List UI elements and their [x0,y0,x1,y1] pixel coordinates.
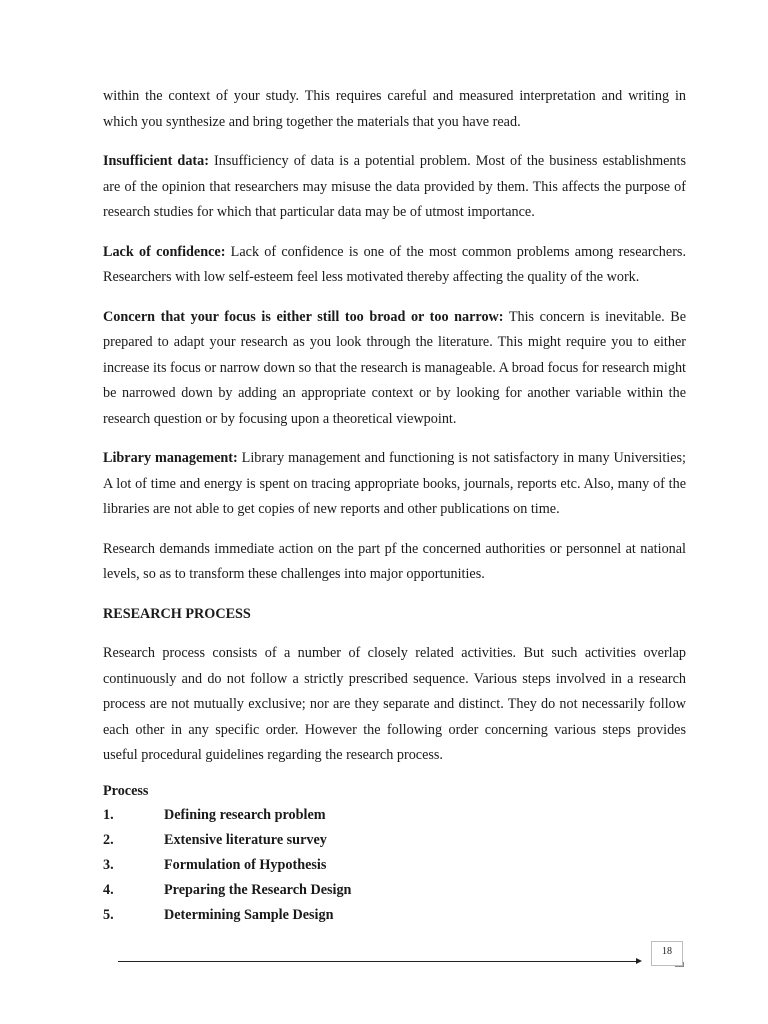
page-number: 18 [651,941,683,966]
process-steps-list [103,803,686,929]
footer-arrow-icon [636,958,642,964]
page-content [103,84,686,929]
list-item [103,878,686,903]
paragraph-text: Insufficiency of data is a potential problem. Most of the business establishments are of the opinion that researchers may misuse the data provided by them. This affects the purpose of research studies for which that particular data may be of utmost importance. [103,153,686,220]
step-number: 1. [103,806,114,823]
paragraph-lead: Insufficient data: [103,153,209,169]
step-label: Determining Sample Design [164,907,334,924]
paragraph-text: This concern is inevitable. Be prepared to adapt your research as you look through the literature. This might require you to either increase its focus or narrow down so that the research is manageable. A broad focus for research might be narrowed down by adding an appropriate context or by looking for another variable within the research question or by focusing upon a theoretical viewpoint. [103,308,686,427]
step-number: 4. [103,882,114,899]
paragraph-text: Library management and functioning is not satisfactory in many Universities; A lot of time and energy is spent on tracing appropriate books, journals, reports etc. Also, many of the libraries are not able to get copies of new reports and other publications on time. [103,450,686,517]
process-label: Process [103,782,149,799]
paragraph-text: Lack of confidence is one of the most common problems among researchers. Researchers with low self-esteem feel less motivated thereby affecting the quality of the work. [103,243,686,285]
footer-divider [118,961,638,962]
step-label: Preparing the Research Design [164,882,352,899]
paragraph-text: Research demands immediate action on the part pf the concerned authorities or personnel at national levels, so as to transform these challenges into major opportunities. [103,540,686,582]
list-item [103,903,686,928]
paragraph-lead: Library management: [103,450,238,466]
list-item [103,803,686,828]
step-number: 5. [103,907,114,924]
paragraph-lead: Concern that your focus is either still too broad or too narrow: [103,308,504,325]
paragraph-focus-concern [103,305,686,433]
paragraph-context [103,84,686,135]
step-label: Extensive literature survey [164,831,327,848]
step-number: 3. [103,856,114,873]
step-label: Defining research problem [164,806,326,823]
paragraph-research-demands [103,537,686,588]
paragraph-insufficient-data [103,149,686,226]
section-heading: RESEARCH PROCESS [103,605,251,622]
paragraph-lead: Lack of confidence: [103,243,226,260]
list-item [103,828,686,853]
paragraph-text: within the context of your study. This requires careful and measured interpretation and writing in which you synthesize and bring together the materials that you have read. [103,88,686,130]
section-paragraph: Research process consists of a number of closely related activities. But such activities overlap continuously and do not follow a strictly prescribed sequence. Various steps involved in a research process are not mutually exclusive; nor are they separate and distinct. They do not necessarily follow each other in any specific order. However the following order concerning various steps provides useful procedural guidelines regarding the research process. [103,645,686,763]
list-item [103,853,686,878]
step-label: Formulation of Hypothesis [164,856,327,873]
paragraph-library-management [103,446,686,523]
paragraph-lack-of-confidence [103,240,686,291]
step-number: 2. [103,831,114,848]
